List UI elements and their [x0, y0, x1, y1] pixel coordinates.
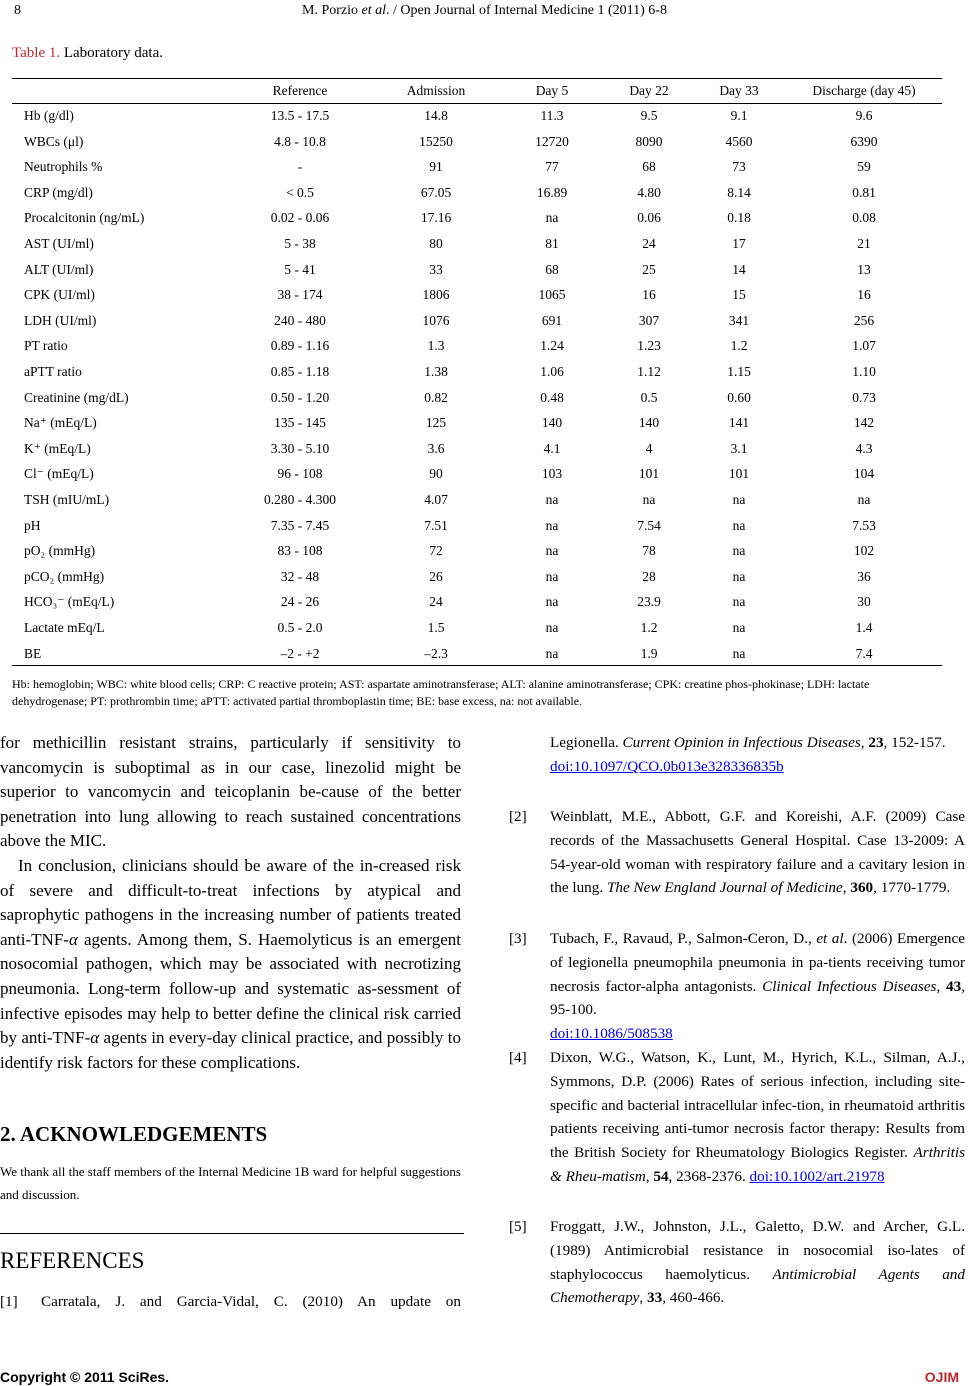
reference-text-part: Tubach, F., Ravaud, P., Salmon-Ceron, D.,	[550, 930, 817, 947]
row-label: pCO₂ (mmHg)	[24, 568, 105, 584]
reference-separator: ,	[936, 977, 947, 995]
table-cell: 6390	[850, 133, 878, 149]
reference-number: [3]	[509, 930, 527, 947]
table-cell: 0.81	[852, 184, 876, 200]
table-cell: 80	[429, 236, 443, 251]
table-cell: 91	[429, 159, 443, 175]
reference-pages: , 1770-1779.	[873, 879, 951, 897]
reference-pages: , 152-157.	[883, 734, 946, 751]
table-row	[12, 231, 942, 257]
table-cell: 0.73	[852, 389, 876, 405]
reference-text	[550, 1215, 965, 1310]
table-cell: 1.15	[727, 364, 751, 379]
row-label: Hb (g/dl)	[24, 108, 74, 123]
reference-number: [1]	[0, 1293, 18, 1310]
table-cell: 13	[857, 261, 871, 277]
table-row	[12, 615, 942, 641]
table-cell: –2.3	[424, 645, 448, 661]
table-cell: 5 - 38	[284, 236, 316, 251]
reference-volume: 33	[647, 1289, 663, 1307]
table-cell: 78	[642, 543, 656, 559]
reference-doi-link[interactable]: doi:10.1002/art.21978	[749, 1167, 885, 1185]
table-row	[12, 436, 942, 462]
reference-pages: , 460-466.	[662, 1289, 725, 1307]
reference-1-start	[0, 1290, 461, 1314]
table-caption-text: Laboratory data.	[60, 45, 163, 61]
table-cell: 0.02 - 0.06	[270, 210, 330, 226]
row-label: PT ratio	[24, 338, 68, 354]
reference-text-part: Legionella.	[550, 734, 623, 751]
table-cell: 24 - 26	[280, 594, 320, 610]
table-cell: na	[732, 645, 746, 661]
table-cell: 7.51	[424, 517, 448, 533]
table-row	[12, 282, 942, 308]
reference-5	[509, 1215, 965, 1310]
table-cell: 240 - 480	[274, 312, 326, 328]
table-cell: 1.24	[540, 338, 564, 354]
reference-text-cont	[550, 731, 965, 779]
table-cell: 3.30 - 5.10	[270, 440, 330, 456]
table-cell: 142	[853, 415, 875, 431]
body-paragraph-2	[0, 854, 461, 1075]
reference-text-part: Weinblatt, M.E., Abbott, G.F. and Koreishi, A.F. (2009) Case records of the Massachusetts General Hospital. Case 13-2009: A 54-year-old woman with respiratory failure and a cavitary lesion in the lung.	[550, 808, 965, 897]
table-cell: 4.3	[855, 440, 873, 456]
table-header-row	[12, 78, 942, 104]
table-cell: 4.80	[637, 184, 661, 200]
table-cell: 140	[541, 415, 563, 431]
table-cell: 8.14	[727, 184, 751, 200]
table-row	[12, 461, 942, 487]
table-cell: 0.08	[852, 210, 876, 226]
row-label: Na⁺ (mEq/L)	[24, 415, 97, 431]
column-header: Day 5	[535, 83, 569, 98]
table-cell: na	[545, 543, 559, 559]
para2-part-a: In conclusion, clinicians should be aware of the in-creased risk of severe and difficult-to-treat infections by atypical and saprophytic pathogens in the increasing number of patients treated anti-TNF-	[0, 856, 461, 949]
row-label: WBCs (μl)	[24, 133, 84, 149]
row-label: Creatinine (mg/dL)	[24, 389, 129, 405]
reference-pages: , 2368-2376.	[668, 1167, 750, 1185]
table-cell: 68	[545, 261, 559, 277]
row-label: Neutrophils %	[24, 159, 103, 175]
table-cell: 1.9	[640, 645, 658, 661]
row-label: CRP (mg/dl)	[24, 184, 93, 200]
row-label: LDH (UI/ml)	[24, 312, 97, 328]
row-label: pH	[24, 517, 41, 533]
table-cell: 691	[541, 312, 563, 328]
reference-volume: 54	[653, 1167, 669, 1185]
table-cell: 17.16	[420, 210, 452, 226]
table-cell: 9.1	[730, 108, 748, 123]
table-cell: 17	[732, 236, 746, 251]
row-label: BE	[24, 645, 42, 661]
table-cell: 28	[642, 568, 656, 584]
table-cell: 30	[857, 594, 871, 610]
table-cell: 103	[541, 466, 563, 482]
table-cell: 68	[642, 159, 656, 175]
reference-text-part: . (2006) Emergence of legionella pneumophila pneumonia in pa-tients receiving tumor necrosis factor-alpha antagonists.	[550, 930, 965, 995]
table-cell: 140	[638, 415, 660, 431]
table-cell: 1.5	[427, 620, 445, 635]
table-row	[12, 103, 942, 129]
copyright-notice: Copyright © 2011 SciRes.	[0, 1369, 170, 1385]
reference-etal: et al	[816, 930, 844, 947]
table-cell: 307	[638, 312, 660, 328]
table-cell: -	[297, 159, 303, 175]
table-cell: 38 - 174	[277, 287, 323, 303]
table-cell: 13.5 - 17.5	[270, 108, 330, 123]
running-title-journal: . / Open Journal of Internal Medicine 1 (2011) 6-8	[386, 3, 667, 18]
table-caption-label: Table 1.	[12, 45, 61, 61]
row-label: Cl⁻ (mEq/L)	[24, 466, 94, 482]
reference-volume: 43	[946, 977, 962, 995]
table-row	[12, 513, 942, 539]
row-label: K⁺ (mEq/L)	[24, 440, 91, 456]
table-cell: 101	[728, 466, 750, 482]
table-cell: 32 - 48	[280, 568, 320, 584]
table-cell: 7.53	[852, 517, 876, 533]
table-cell: 36	[857, 568, 871, 584]
references-heading: REFERENCES	[0, 1248, 145, 1273]
reference-separator: ,	[639, 1289, 648, 1307]
table-cell: 1.2	[640, 620, 658, 635]
column-header: Day 33	[719, 83, 759, 98]
acknowledgements-text: We thank all the staff members of the Internal Medicine 1B ward for helpful suggestions and discussion.	[0, 1164, 461, 1202]
table-row	[12, 359, 942, 385]
table-cell: 26	[429, 568, 443, 584]
table-cell: 7.35 - 7.45	[270, 517, 330, 533]
para2-part-c: agents in every-day clinical practice, and possibly to identify risk factors for these complications.	[0, 1028, 461, 1072]
reference-text: Carratala, J. and Garcia-Vidal, C. (2010) An update on	[41, 1293, 461, 1310]
table-cell: 16	[642, 287, 656, 303]
para2-alpha-1: α	[68, 929, 78, 949]
reference-volume: 23	[868, 734, 884, 751]
reference-journal: Antimicrobial Agents and Chemotherapy	[550, 1265, 965, 1307]
reference-journal: Arthritis & Rheu-matism	[550, 1144, 965, 1185]
table-footnote: Hb: hemoglobin; WBC: white blood cells; CRP: C reactive protein; AST: aspartate aminotransferase; ALT: alanine aminotransferase; CPK: creatine phos-phokinase; LDH: lactate dehydrogenase; PT: prothrombin time; aPTT: activated partial thromboplastin time; BE: base excess, na: not available.	[12, 677, 870, 708]
column-header: Discharge (day 45)	[812, 83, 916, 98]
reference-4	[509, 1046, 965, 1189]
table-cell: na	[732, 492, 746, 507]
table-row	[12, 564, 942, 590]
table-cell: 90	[429, 466, 443, 482]
para2-alpha-2: α	[90, 1028, 100, 1048]
table-row	[12, 333, 942, 359]
row-label: Lactate mEq/L	[24, 620, 105, 635]
table-cell: na	[732, 568, 746, 584]
reference-separator: ,	[842, 879, 851, 897]
reference-pages: , 95-100.	[550, 977, 966, 1019]
table-cell: 72	[429, 543, 443, 559]
table-row	[12, 589, 942, 615]
row-label: CPK (UI/ml)	[24, 287, 95, 303]
reference-text-part: Froggatt, J.W., Johnston, J.L., Galetto, D.W. and Archer, G.L. (1989) Antimicrobial resistance in nosocomial iso-lates of staphylococcus haemolyticus.	[550, 1218, 965, 1283]
table-cell: 7.54	[637, 517, 661, 533]
table-cell: 15250	[419, 133, 453, 149]
table-cell: 14	[732, 261, 746, 277]
reference-text	[550, 927, 965, 1046]
table-cell: 9.6	[855, 108, 873, 123]
table-row	[12, 129, 942, 155]
table-row	[12, 410, 942, 436]
table-cell: 15	[732, 287, 746, 303]
table-cell: 3.1	[730, 440, 748, 456]
column-header: Reference	[272, 83, 328, 98]
table-row	[12, 487, 942, 513]
reference-1-end	[509, 731, 965, 779]
table-cell: na	[545, 594, 559, 610]
table-cell: 256	[853, 312, 875, 328]
reference-journal: Clinical Infectious Diseases	[762, 977, 937, 995]
table-cell: 0.280 - 4.300	[264, 492, 336, 507]
reference-2	[509, 805, 965, 900]
table-cell: 102	[853, 543, 875, 559]
table-cell: na	[732, 517, 746, 533]
table-cell: 9.5	[640, 108, 658, 123]
table-cell: 24	[429, 594, 443, 610]
table-cell: 1.2	[730, 338, 748, 354]
table-cell: 0.82	[424, 389, 448, 405]
running-title-authors: M. Porzio	[302, 3, 362, 18]
page-number: 8	[14, 3, 21, 18]
table-cell: 4	[645, 440, 653, 456]
table-row	[12, 308, 942, 334]
table-cell: 0.85 - 1.18	[270, 364, 330, 379]
table-cell: 0.48	[540, 389, 564, 405]
reference-doi-link[interactable]: doi:10.1086/508538	[550, 1025, 673, 1043]
table-cell: na	[545, 645, 559, 661]
table-cell: 1.06	[540, 364, 564, 379]
running-title-etal: et al	[361, 3, 387, 18]
table-cell: 141	[728, 415, 750, 431]
table-cell: 1806	[422, 287, 450, 303]
table-cell: na	[732, 620, 746, 635]
table-cell: 1.10	[852, 364, 876, 379]
table-cell: 11.3	[540, 108, 564, 123]
table-row	[12, 180, 942, 206]
table-cell: –2 - +2	[280, 645, 320, 661]
table-row	[12, 385, 942, 411]
table-cell: 33	[429, 261, 443, 277]
table-cell: 1.38	[424, 364, 448, 379]
table-cell: 4.1	[543, 440, 561, 456]
table-cell: 25	[642, 261, 656, 277]
table-row	[12, 154, 942, 180]
table-cell: < 0.5	[286, 184, 314, 200]
table-cell: na	[732, 594, 746, 610]
table-cell: 0.60	[727, 389, 751, 405]
table-row	[12, 257, 942, 283]
reference-number: [5]	[509, 1218, 527, 1235]
table-cell: 12720	[535, 133, 569, 149]
table-cell: na	[545, 620, 559, 635]
row-label: aPTT ratio	[24, 364, 82, 379]
table-cell: 96 - 108	[277, 466, 323, 482]
table-cell: 0.50 - 1.20	[270, 389, 330, 405]
table-cell: na	[732, 543, 746, 559]
acknowledgements-heading: 2. ACKNOWLEDGEMENTS	[0, 1122, 268, 1146]
table-cell: na	[545, 568, 559, 584]
row-label: AST (UI/ml)	[24, 236, 94, 251]
reference-volume: 360	[850, 879, 874, 897]
reference-text	[550, 805, 965, 900]
references-divider	[0, 1233, 464, 1234]
reference-journal: Current Opinion in Infectious Diseases	[622, 734, 861, 751]
table-cell: 23.9	[637, 594, 661, 610]
table-cell: na	[545, 492, 559, 507]
row-label: Procalcitonin (ng/mL)	[24, 210, 145, 226]
table-cell: 341	[728, 312, 750, 328]
table-cell: 3.6	[427, 440, 445, 456]
table-cell: 16	[857, 287, 871, 303]
table-cell: 0.18	[727, 210, 751, 226]
table-cell: na	[642, 492, 656, 507]
table-cell: 4.07	[424, 492, 448, 507]
table-cell: 14.8	[424, 108, 448, 123]
table-cell: 73	[732, 159, 746, 175]
table-cell: 1.4	[855, 620, 873, 635]
table-cell: 4560	[725, 133, 753, 149]
table-cell: na	[857, 492, 871, 507]
row-label: pO₂ (mmHg)	[24, 543, 96, 559]
table-cell: 135 - 145	[274, 415, 326, 431]
table-cell: 1.3	[427, 338, 445, 354]
table-cell: 59	[857, 159, 871, 175]
row-label: ALT (UI/ml)	[24, 261, 94, 277]
table-cell: 16.89	[536, 184, 568, 200]
running-title	[0, 3, 969, 19]
reference-doi-link[interactable]: doi:10.1097/QCO.0b013e328336835b	[550, 757, 784, 775]
body-paragraph-1: for methicillin resistant strains, particularly if sensitivity to vancomycin is suboptimal as in our case, linezolid might be superior to vancomycin and teicoplanin be-cause of the better penetration into lung allowing to reach sustained concentrations above the MIC.	[0, 733, 461, 851]
table-cell: 81	[545, 236, 559, 251]
table-cell: 21	[857, 236, 871, 251]
reference-number: [2]	[509, 808, 527, 825]
table-cell: na	[545, 517, 559, 533]
table-cell: 1065	[538, 287, 566, 303]
table-cell: 1076	[422, 312, 450, 328]
reference-separator: ,	[645, 1167, 654, 1185]
table-cell: 5 - 41	[284, 261, 316, 277]
table-cell: 4.8 - 10.8	[274, 133, 326, 149]
table-cell: 0.5 - 2.0	[277, 620, 323, 635]
reference-number: [4]	[509, 1049, 527, 1066]
reference-separator: ,	[860, 734, 869, 751]
table-cell: 8090	[635, 133, 663, 149]
table-cell: 1.23	[637, 338, 661, 354]
table-cell: 0.5	[640, 389, 658, 405]
table-cell: 1.07	[852, 338, 876, 354]
column-header: Day 22	[629, 83, 669, 98]
table-cell: 125	[425, 415, 447, 431]
reference-journal: The New England Journal of Medicine	[606, 879, 843, 897]
table-cell: na	[545, 210, 559, 226]
row-label: TSH (mIU/mL)	[24, 492, 110, 507]
table-row	[12, 641, 942, 667]
table-cell: 0.06	[637, 210, 661, 226]
table-cell: 77	[545, 159, 559, 175]
table-cell: 101	[638, 466, 660, 482]
table-cell: 0.89 - 1.16	[270, 338, 330, 354]
row-label: HCO₃⁻ (mEq/L)	[24, 594, 115, 610]
journal-abbreviation: OJIM	[924, 1369, 959, 1385]
table-cell: 24	[642, 236, 656, 251]
table-cell: 104	[853, 466, 875, 482]
table-cell: 83 - 108	[277, 543, 323, 559]
column-header: Admission	[406, 83, 466, 98]
para2-part-b: agents. Among them, S. Haemolyticus is an emergent nosocomial pathogen, which may be associated with necrotizing pneumonia. Long-term follow-up and systematic as-sessment of infective episodes may help to better define the clinical risk carried by anti-TNF-	[0, 929, 461, 1048]
table-cell: 1.12	[637, 364, 661, 379]
table-caption	[12, 45, 163, 62]
table-row	[12, 205, 942, 231]
table-cell: 67.05	[420, 184, 452, 200]
table-cell: 7.4	[855, 645, 873, 661]
reference-3	[509, 927, 965, 1046]
reference-text	[550, 1046, 965, 1189]
table-row	[12, 538, 942, 564]
reference-text-part: Dixon, W.G., Watson, K., Lunt, M., Hyrich, K.L., Silman, A.J., Symmons, D.P. (2006) Rates of serious infection, including site-specific and bacterial intracellular infec-tion, in rheumatoid arthritis patients receiving anti-tumor necrosis factor therapy: Results from the British Society for Rheumatology Biologics Register.	[550, 1049, 965, 1162]
